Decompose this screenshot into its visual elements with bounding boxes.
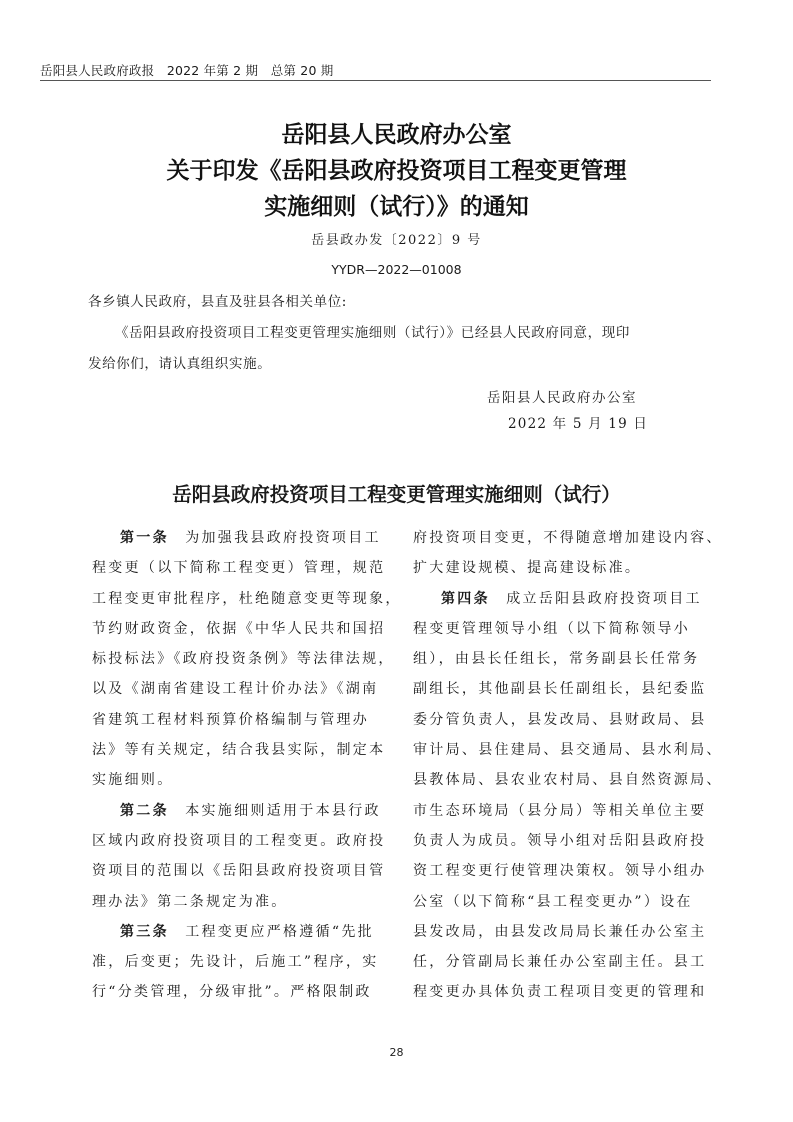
text-line bbox=[92, 679, 392, 709]
line-text: 资项目的范围以《岳阳县政府投资项目管 bbox=[92, 863, 386, 880]
line-text: 府投资项目变更，不得随意增加建设内容、 bbox=[413, 530, 723, 546]
running-header bbox=[40, 61, 711, 81]
line-text: 以及《湖南省建设工程计价办法》《湖南 bbox=[92, 681, 379, 698]
text-line bbox=[92, 892, 392, 922]
article-number: 第四条 bbox=[441, 590, 490, 607]
page-number: 28 bbox=[389, 1046, 404, 1059]
text-line bbox=[413, 679, 713, 709]
text-line bbox=[92, 558, 392, 588]
line-text: 委分管负责人，县发改局、县财政局、县 bbox=[413, 711, 707, 728]
line-text: 行“分类管理，分级审批”。严格限制政 bbox=[92, 984, 372, 1001]
text-line bbox=[413, 861, 713, 891]
line-text: 副组长，其他副县长任副组长，县纪委监 bbox=[413, 681, 707, 698]
line-text: 成立岳阳县政府投资项目工 bbox=[489, 590, 702, 607]
text-line bbox=[92, 831, 392, 861]
text-line bbox=[92, 528, 392, 558]
line-text: 组），由县长任组长，常务副县长任常务 bbox=[413, 651, 700, 668]
line-text: 法》等有关规定，结合我县实际，制定本 bbox=[92, 742, 386, 759]
line-text: 标投标法》《政府投资条例》等法律法规， bbox=[92, 651, 395, 668]
line-text: 负责人为成员。领导小组对岳阳县政府投 bbox=[413, 832, 707, 849]
text-line bbox=[413, 982, 713, 1012]
line-text: 准，后变更；先设计，后施工”程序，实 bbox=[92, 954, 379, 971]
line-text: 审计局、县住建局、县交通局、县水利局、 bbox=[413, 742, 723, 759]
text-line bbox=[92, 649, 395, 679]
line-text: 省建筑工程材料预算价格编制与管理办 bbox=[92, 711, 370, 728]
line-text: 区域内政府投资项目的工程变更。政府投 bbox=[92, 832, 386, 849]
left-column bbox=[92, 528, 402, 1013]
text-line bbox=[92, 922, 392, 952]
line-text: 程变更（以下简称工程变更）管理，规范 bbox=[92, 560, 386, 577]
line-text: 工程变更审批程序，杜绝随意变更等现象， bbox=[92, 590, 402, 607]
text-line bbox=[413, 589, 713, 619]
line-text: 市生态环境局（县分局）等相关单位主要 bbox=[413, 802, 707, 819]
text-line bbox=[92, 740, 392, 770]
text-line bbox=[413, 770, 723, 800]
line-text: 工程变更应严格遵循“先批 bbox=[168, 923, 374, 940]
regulation-title: 岳阳县政府投资项目工程变更管理实施细则（试行） bbox=[172, 483, 621, 506]
text-line bbox=[92, 982, 392, 1012]
text-line bbox=[413, 528, 723, 558]
line-text: 扩大建设规模、提高建设标准。 bbox=[413, 560, 642, 577]
document-number: 岳县政办发〔2022〕9 号 bbox=[311, 233, 482, 248]
text-line bbox=[413, 710, 713, 740]
notice-title-line-1: 岳阳县人民政府办公室 bbox=[281, 121, 512, 148]
notice-body-line-2: 发给你们，请认真组织实施。 bbox=[88, 356, 272, 372]
right-column bbox=[413, 528, 723, 1013]
notice-title-line-2: 关于印发《岳阳县政府投资项目工程变更管理 bbox=[166, 157, 627, 184]
text-line bbox=[413, 649, 713, 679]
text-line bbox=[92, 801, 392, 831]
line-text: 本实施细则适用于本县行政 bbox=[168, 802, 381, 819]
notice-title-line-3: 实施细则（试行）》的通知 bbox=[264, 193, 529, 220]
line-text: 公室（以下简称“县工程变更办”）设在 bbox=[413, 893, 693, 910]
text-line bbox=[413, 892, 713, 922]
line-text: 程变更办具体负责工程项目变更的管理和 bbox=[413, 984, 707, 1001]
addressee: 各乡镇人民政府，县直及驻县各相关单位: bbox=[88, 294, 347, 310]
line-text: 为加强我县政府投资项目工 bbox=[168, 530, 381, 546]
line-text: 理办法》第二条规定为准。 bbox=[92, 893, 288, 910]
article-number: 第三条 bbox=[120, 923, 169, 940]
text-line bbox=[92, 861, 392, 891]
text-line bbox=[413, 740, 723, 770]
article-number: 第一条 bbox=[120, 530, 169, 546]
issue-date: 2022 年 5 月 19 日 bbox=[508, 416, 649, 432]
text-line bbox=[92, 770, 392, 800]
text-line bbox=[413, 619, 713, 649]
notice-body-line-1: 《岳阳县政府投资项目工程变更管理实施细则（试行）》已经县人民政府同意，现印 bbox=[115, 325, 630, 341]
text-line bbox=[413, 831, 713, 861]
line-text: 程变更管理领导小组（以下简称领导小 bbox=[413, 620, 691, 637]
text-line bbox=[413, 801, 713, 831]
text-line bbox=[92, 710, 392, 740]
text-line bbox=[413, 558, 713, 588]
signatory: 岳阳县人民政府办公室 bbox=[487, 390, 637, 406]
registration-code: YYDR—2022—01008 bbox=[331, 262, 462, 277]
line-text: 实施细则。 bbox=[92, 772, 174, 789]
line-text: 县发改局，由县发改局局长兼任办公室主 bbox=[413, 923, 707, 940]
text-line bbox=[413, 922, 713, 952]
text-line bbox=[92, 589, 402, 619]
text-line bbox=[92, 952, 392, 982]
line-text: 节约财政资金，依据《中华人民共和国招 bbox=[92, 620, 386, 637]
line-text: 任，分管副局长兼任办公室副主任。县工 bbox=[413, 954, 707, 971]
line-text: 县教体局、县农业农村局、县自然资源局、 bbox=[413, 772, 723, 789]
text-line bbox=[92, 619, 392, 649]
article-number: 第二条 bbox=[120, 802, 169, 819]
line-text: 资工程变更行使管理决策权。领导小组办 bbox=[413, 863, 707, 880]
text-line bbox=[413, 952, 713, 982]
running-header-text: 岳阳县人民政府政报 2022 年第 2 期 总第 20 期 bbox=[40, 63, 334, 78]
